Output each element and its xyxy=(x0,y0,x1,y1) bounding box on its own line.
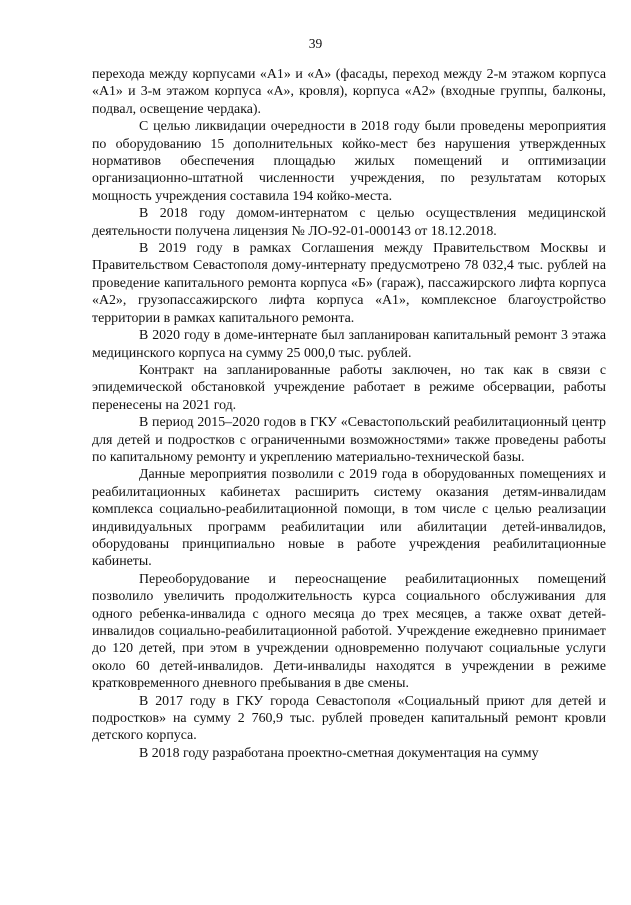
paragraph-6: Контракт на запланированные работы заключен, но так как в связи с эпидемической обстановкой учреждение работает в режиме обсервации, работы перенесены на 2021 год. xyxy=(92,362,606,413)
paragraph-2: С целью ликвидации очередности в 2018 году были проведены мероприятия по оборудованию 15 дополнительных койко-мест без нарушения утвержденных нормативов обеспечения площадью жилых помещений и оптимизации организационно-штатной численности учреждения, по результатам которых мощность учреждения составила 194 койко-места. xyxy=(92,119,606,204)
paragraph-5: В 2020 году в доме-интернате был запланирован капитальный ремонт 3 этажа медицинского корпуса на сумму 25 000,0 тыс. рублей. xyxy=(92,328,606,361)
paragraph-7: В период 2015–2020 годов в ГКУ «Севастопольский реабилитационный центр для детей и подростков с ограниченными возможностями» также проведены работы по капитальному ремонту и укреплению материально-технической базы. xyxy=(92,415,606,465)
paragraph-10: В 2017 году в ГКУ города Севастополя «Социальный приют для детей и подростков» на сумму 2 760,9 тыс. рублей проведен капитальный ремонт кровли детского корпуса. xyxy=(92,693,606,744)
paragraph-1: перехода между корпусами «А1» и «А» (фасады, переход между 2-м этажом корпуса «А1» и 3-м этажом корпуса «А», кровля), корпуса «А2» (входные группы, балконы, подвал, освещение чердака). xyxy=(92,67,606,117)
document-body xyxy=(92,66,606,762)
paragraph-3: В 2018 году домом-интернатом с целью осуществления медицинской деятельности получена лицензия № ЛО-92-01-000143 от 18.12.2018. xyxy=(92,206,606,239)
paragraph-11: В 2018 году разработана проектно-сметная документация на сумму xyxy=(139,745,539,761)
page-number: 39 xyxy=(308,36,323,51)
paragraph-9: Переоборудование и переоснащение реабилитационных помещений позволило увеличить продолжительность курса социального обслуживания для одного ребенка-инвалида с одного месяца до трех месяцев, а также охват детей-инвалидов социально-реабилитационной работой. Учреждение ежедневно принимает до 120 детей, при этом в учреждении одновременно получают социальные услуги около 60 детей-инвалидов. Дети-инвалиды находятся в учреждении в режиме кратковременного дневного пребывания в две смены. xyxy=(92,571,606,692)
paragraph-4: В 2019 году в рамках Соглашения между Правительством Москвы и Правительством Севастополя дому-интернату предусмотрено 78 032,4 тыс. рублей на проведение капитального ремонта корпуса «Б» (гараж), пассажирского лифта корпуса «А2», грузопассажирского лифта корпуса «А1», комплексное благоустройство территории в рамках капитального ремонта. xyxy=(92,241,606,326)
paragraph-8: Данные мероприятия позволили с 2019 года в оборудованных помещениях и реабилитационных кабинетах расширить систему оказания детям-инвалидам комплекса социально-реабилитационной помощи, в том числе с целью реализации индивидуальных программ реабилитации или абилитации детей-инвалидов, оборудованы принципиально новые в работе учреждения реабилитационные кабинеты. xyxy=(92,467,606,570)
